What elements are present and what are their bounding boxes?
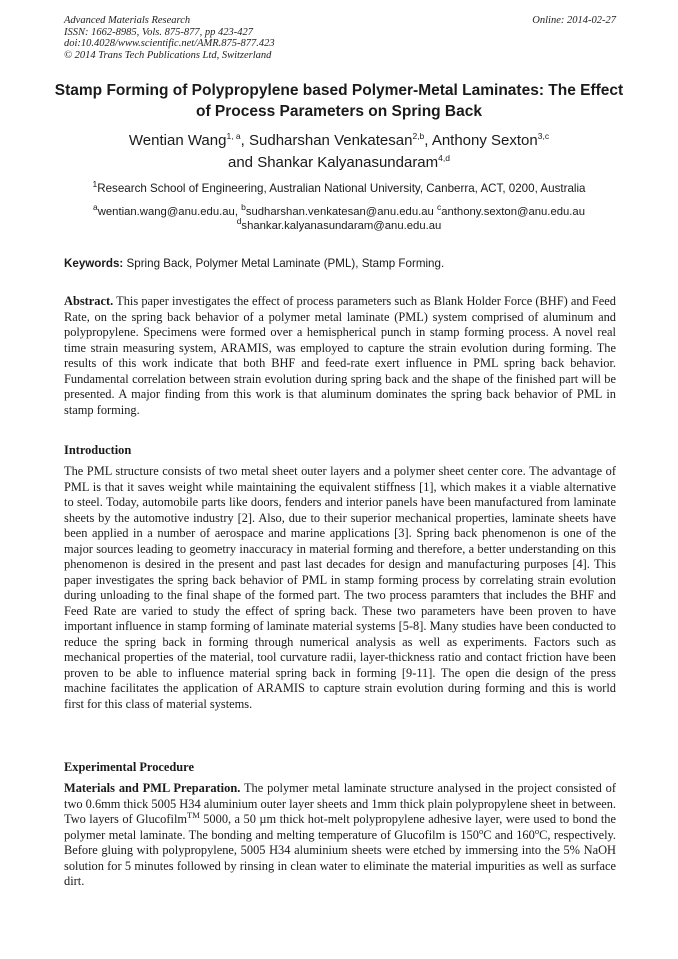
publication-header (64, 15, 616, 61)
trademark-mark: TM (187, 809, 200, 820)
paper-title: Stamp Forming of Polypropylene based Polymer-Metal Laminates: The Effect of Process Parameters on Spring Back (54, 82, 624, 120)
author-name: Sudharshan Venkatesan (249, 132, 413, 149)
materials-text: The polymer metal laminate structure analysed in the project consisted of two 0.6mm thick 5005 H34 aluminium outer layer sheets and 1mm thick plain polypropylene sheet in between. Two layers of Glucofilm (64, 781, 616, 826)
affiliation (40, 179, 638, 196)
degree-mark: o (534, 825, 540, 836)
keywords-text: Spring Back, Polymer Metal Laminate (PML), Stamp Forming. (126, 257, 445, 270)
author-name: Shankar Kalyanasundaram (257, 154, 439, 171)
email-marker: c (436, 202, 442, 213)
author-affiliation-marker: 1, a (226, 131, 241, 141)
materials-text: C, respectively. Before gluing with polypropylene, 5005 H34 aluminium sheets were etched by immersing into the 5% NaOH solution for 5 minutes followed by rinsing in clean water to eliminate the material impurities as well as surface dirt. (64, 827, 617, 888)
author-conjunction: and (228, 154, 254, 171)
author-affiliation-marker: 3,c (537, 131, 550, 141)
keywords (64, 257, 616, 271)
copyright-line: © 2014 Trans Tech Publications Ltd, Switzerland (64, 49, 272, 61)
author-emails (40, 202, 638, 233)
abstract (64, 294, 616, 418)
materials-subheading: Materials and PML Preparation. (64, 781, 241, 795)
email-link[interactable]: sudharshan.venkatesan@anu.edu.au (245, 206, 434, 218)
materials-text: 5000, a 50 µm thick hot-melt polypropylene adhesive layer, were used to bond the polymer metal laminate. The bonding and melting temperature of Glucofilm is 150 (64, 812, 616, 842)
author-list: Wentian Wang$^{1, a}$, Sudharshan Venkatesan$^{2,b}$, Anthony Sexton$^{3,c}$ and Shankar Kalyanasundaram$^{4,d}$ (128, 131, 550, 171)
email-marker: b (241, 202, 246, 213)
author-name: Anthony Sexton (431, 132, 538, 149)
author-name: Wentian Wang (128, 132, 227, 149)
journal-name: Advanced Materials Research (64, 15, 191, 26)
email-link[interactable]: wentian.wang@anu.edu.au, (97, 206, 238, 218)
experimental-heading: Experimental Procedure (64, 760, 194, 774)
email-link[interactable]: shankar.kalyanasundaram@anu.edu.au (241, 220, 442, 232)
abstract-text: This paper investigates the effect of process parameters such as Blank Holder Force (BHF) and Feed Rate, on the spring back behavior of a polymer metal laminate (PML) system comprised of aluminum and polypropylene. Specimens were formed over a hemispherical punch in stamp forming process. A novel real time strain measuring system, ARAMIS, was employed to capture the strain evolution during forming. The results of this work indicate that both BHF and feed-rate exert influence in PML spring back behavior. Fundamental correlation between strain evolution during spring back and the shape of the finished part will be presented. A major finding from this work is that aluminum dominates the spring back behavior of PML in stamp forming. (64, 294, 617, 417)
materials-paragraph (64, 781, 616, 890)
introduction-paragraph: The PML structure consists of two metal sheet outer layers and a polymer sheet center core. The advantage of PML is that it saves weight while maintaining the equivalent stiffness [1], which makes it a viable alternative to steel. Today, automobile parts like doors, fenders and interior panels have been manufactured from laminate sheets by the automotive industry [2]. Also, due to their superior mechanical properties, laminate sheets have been applied in a number of aerospace and marine applications [3]. Spring back phenomenon is one of the major sources leading to geometry inaccuracy in material forming and therefore, a better understanding on this phenomenon is desired in the present and past last decades for design and manufacturing purposes [4]. This paper investigates the spring back behavior of PML in stamp forming process by correlating strain evolution during unloading to the final shape of the formed part. The two process paramters that includes the BHF and Feed Rate are varied to study the effect of spring back. These two parameters have been proven to have important influence in stamp forming of laminate material systems [5-8]. Many studies have been conducted to reduce the spring back in forming through numerical analysis as well as experiments. Factors such as mechanical properties of the material, tool curvature radii, layer-thickness ratio and contact friction have been proven to be able to influence material spring back in forming [9-11]. The open die design of the press machine facilitates the application of ARAMIS to capture strain evolution during forming and this is world first for this class of material systems. (64, 464, 616, 711)
affiliation-text: Research School of Engineering, Australian National University, Canberra, ACT, 0200, Australia (97, 182, 586, 195)
affiliation-marker: 1 (92, 179, 98, 190)
online-date: Online: 2014-02-27 (532, 15, 616, 26)
abstract-label: Abstract. (64, 294, 114, 308)
keywords-label: Keywords: (64, 257, 124, 270)
email-marker: a (93, 202, 98, 213)
author-affiliation-marker: 4,d (438, 153, 450, 163)
materials-text: C and 160 (483, 827, 535, 842)
author-affiliation-marker: 2,b (412, 131, 425, 141)
doi-line: doi:10.4028/www.scientific.net/AMR.875-877.423 (64, 38, 275, 50)
email-marker: d (236, 216, 242, 227)
degree-mark: o (478, 825, 484, 836)
email-link[interactable]: anthony.sexton@anu.edu.au (441, 206, 585, 218)
issn-line: ISSN: 1662-8985, Vols. 875-877, pp 423-427 (64, 26, 253, 38)
introduction-heading: Introduction (64, 443, 132, 457)
